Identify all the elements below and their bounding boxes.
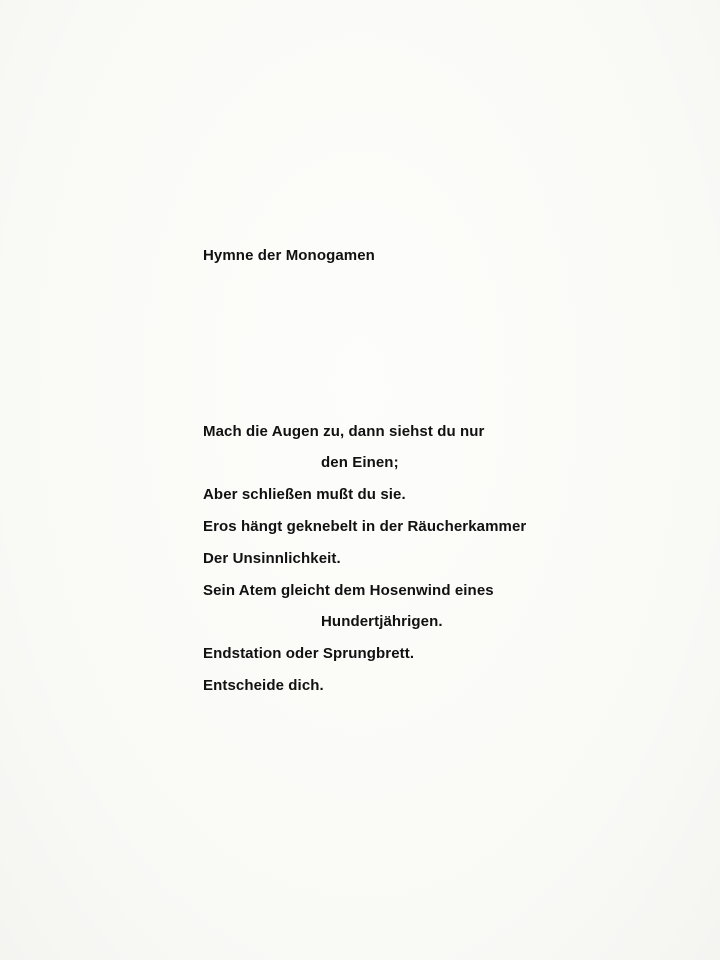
poem-line: Entscheide dich. — [203, 677, 324, 694]
poem-line: Endstation oder Sprungbrett. — [203, 645, 415, 662]
poem-line: Aber schließen mußt du sie. — [203, 486, 406, 503]
poem-line: Eros hängt geknebelt in der Räucherkammer — [203, 518, 527, 535]
poem-title: Hymne der Monogamen — [203, 247, 375, 264]
poem-line: Sein Atem gleicht dem Hosenwind eines — [203, 582, 494, 599]
poem-line: den Einen; — [321, 454, 399, 471]
poem-line: Der Unsinnlichkeit. — [203, 550, 341, 567]
poem-line: Mach die Augen zu, dann siehst du nur — [203, 423, 485, 440]
poem-line: Hundertjährigen. — [321, 613, 443, 630]
